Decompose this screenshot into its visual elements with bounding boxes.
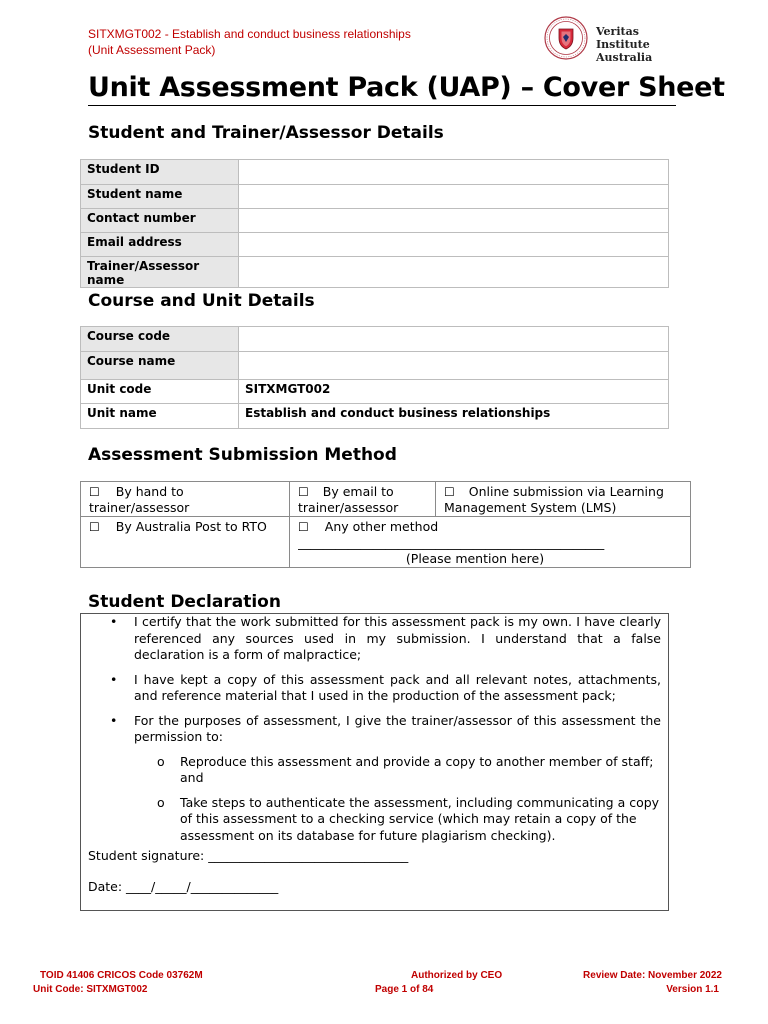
- course-code-label: Course code: [81, 327, 239, 352]
- footer-toid: TOID 41406 CRICOS Code 03762M: [40, 970, 203, 981]
- by-email-label: By email to trainer/assessor: [298, 484, 399, 515]
- online-label: Online submission via Learning Management System (LMS): [444, 484, 664, 515]
- email-address-label: Email address: [81, 233, 239, 257]
- bullet-icon: •: [110, 671, 118, 687]
- by-hand-label: By hand to trainer/assessor: [89, 484, 190, 515]
- student-details-table: [80, 159, 669, 288]
- sub-bullet-icon: o: [157, 794, 165, 810]
- student-details-heading: Student and Trainer/Assessor Details: [88, 123, 444, 143]
- course-name-label: Course name: [81, 352, 239, 380]
- declaration-subitem-text: Take steps to authenticate the assessment, including communicating a copy of this assessment to a checking service (which may retain a copy of the assessment on its database for future plagiarism checking).: [180, 794, 660, 843]
- bullet-icon: •: [110, 614, 118, 629]
- declaration-item-text: I certify that the work submitted for this assessment pack is my own. I have clearly referenced any sources used in my submission. I understand that a false declaration is a form of malpractice;: [134, 614, 661, 662]
- sub-bullet-icon: o: [157, 753, 165, 769]
- online-checkbox-icon[interactable]: ☐: [444, 485, 455, 499]
- by-post-option[interactable]: [81, 517, 290, 568]
- logo-line-2: Australia: [596, 51, 653, 64]
- submission-method-table: [80, 481, 691, 568]
- veritas-logo: [544, 16, 694, 64]
- footer-page-number: Page 1 of 84: [375, 984, 434, 995]
- course-details-heading: Course and Unit Details: [88, 291, 315, 311]
- table-row: [81, 209, 669, 233]
- table-row: [81, 185, 669, 209]
- by-post-checkbox-icon[interactable]: ☐: [89, 520, 100, 534]
- table-row: [81, 482, 691, 517]
- unit-name-value: Establish and conduct business relationships: [239, 404, 669, 429]
- other-method-blank-line[interactable]: _________________________________________________: [298, 535, 605, 550]
- student-signature-field[interactable]: Student signature: ________________________________: [88, 848, 409, 863]
- declaration-subitem-text: Reproduce this assessment and provide a copy to another member of staff; and: [180, 753, 654, 785]
- submission-method-heading: Assessment Submission Method: [88, 445, 397, 465]
- trainer-name-field[interactable]: [239, 257, 669, 288]
- logo-line-1: Veritas Institute: [596, 25, 650, 51]
- online-option[interactable]: [436, 482, 691, 517]
- other-method-option[interactable]: [290, 517, 691, 568]
- page-title: Unit Assessment Pack (UAP) – Cover Sheet: [88, 72, 725, 103]
- student-id-field[interactable]: [239, 160, 669, 185]
- declaration-box: [80, 613, 669, 911]
- footer-authorized: Authorized by CEO: [411, 970, 503, 981]
- table-row: [81, 160, 669, 185]
- other-method-checkbox-icon[interactable]: ☐: [298, 520, 309, 534]
- declaration-item-text: For the purposes of assessment, I give the trainer/assessor of this assessment the permission to:: [134, 712, 661, 744]
- trainer-name-label: Trainer/Assessor name: [81, 257, 239, 288]
- by-hand-checkbox-icon[interactable]: ☐: [89, 485, 100, 499]
- declaration-list: [107, 614, 661, 852]
- list-item: [107, 672, 661, 705]
- table-row: [81, 233, 669, 257]
- declaration-item-text: I have kept a copy of this assessment pack and all relevant notes, attachments, and reference material that I used in the production of the assessment pack;: [134, 671, 661, 703]
- course-code-field[interactable]: [239, 327, 669, 352]
- course-details-table: [80, 326, 669, 429]
- student-name-field[interactable]: [239, 185, 669, 209]
- course-name-field[interactable]: [239, 352, 669, 380]
- by-hand-option[interactable]: [81, 482, 290, 517]
- unit-code-label: Unit code: [81, 380, 239, 404]
- student-name-label: Student name: [81, 185, 239, 209]
- list-item: [107, 614, 661, 664]
- table-row: [81, 404, 669, 429]
- list-item: [107, 795, 661, 845]
- table-row: [81, 257, 669, 288]
- contact-number-label: Contact number: [81, 209, 239, 233]
- by-email-checkbox-icon[interactable]: ☐: [298, 485, 309, 499]
- footer-unit-code: Unit Code: SITXMGT002: [33, 984, 148, 995]
- contact-number-field[interactable]: [239, 209, 669, 233]
- list-item: [107, 713, 661, 746]
- please-mention-hint: (Please mention here): [405, 551, 545, 566]
- table-row: [81, 327, 669, 352]
- table-row: [81, 380, 669, 404]
- logo-wordmark: [596, 25, 694, 64]
- by-post-label: By Australia Post to RTO: [115, 519, 267, 534]
- unit-name-label: Unit name: [81, 404, 239, 429]
- student-declaration-heading: Student Declaration: [88, 592, 281, 612]
- institute-seal-icon: [544, 16, 588, 60]
- student-id-label: Student ID: [81, 160, 239, 185]
- title-divider: [88, 105, 676, 106]
- table-row: [81, 517, 691, 568]
- date-field[interactable]: Date: ____/_____/______________: [88, 879, 279, 894]
- other-method-label: Any other method: [324, 519, 439, 534]
- unit-code-value: SITXMGT002: [239, 380, 669, 404]
- footer-version: Version 1.1: [666, 984, 719, 995]
- header-unit-title: SITXMGT002 - Establish and conduct business relationships: [88, 27, 411, 41]
- email-address-field[interactable]: [239, 233, 669, 257]
- list-item: [107, 754, 661, 787]
- header-subtitle: (Unit Assessment Pack): [88, 43, 216, 57]
- bullet-icon: •: [110, 712, 118, 728]
- table-row: [81, 352, 669, 380]
- by-email-option[interactable]: [290, 482, 436, 517]
- footer-review-date: Review Date: November 2022: [583, 970, 722, 981]
